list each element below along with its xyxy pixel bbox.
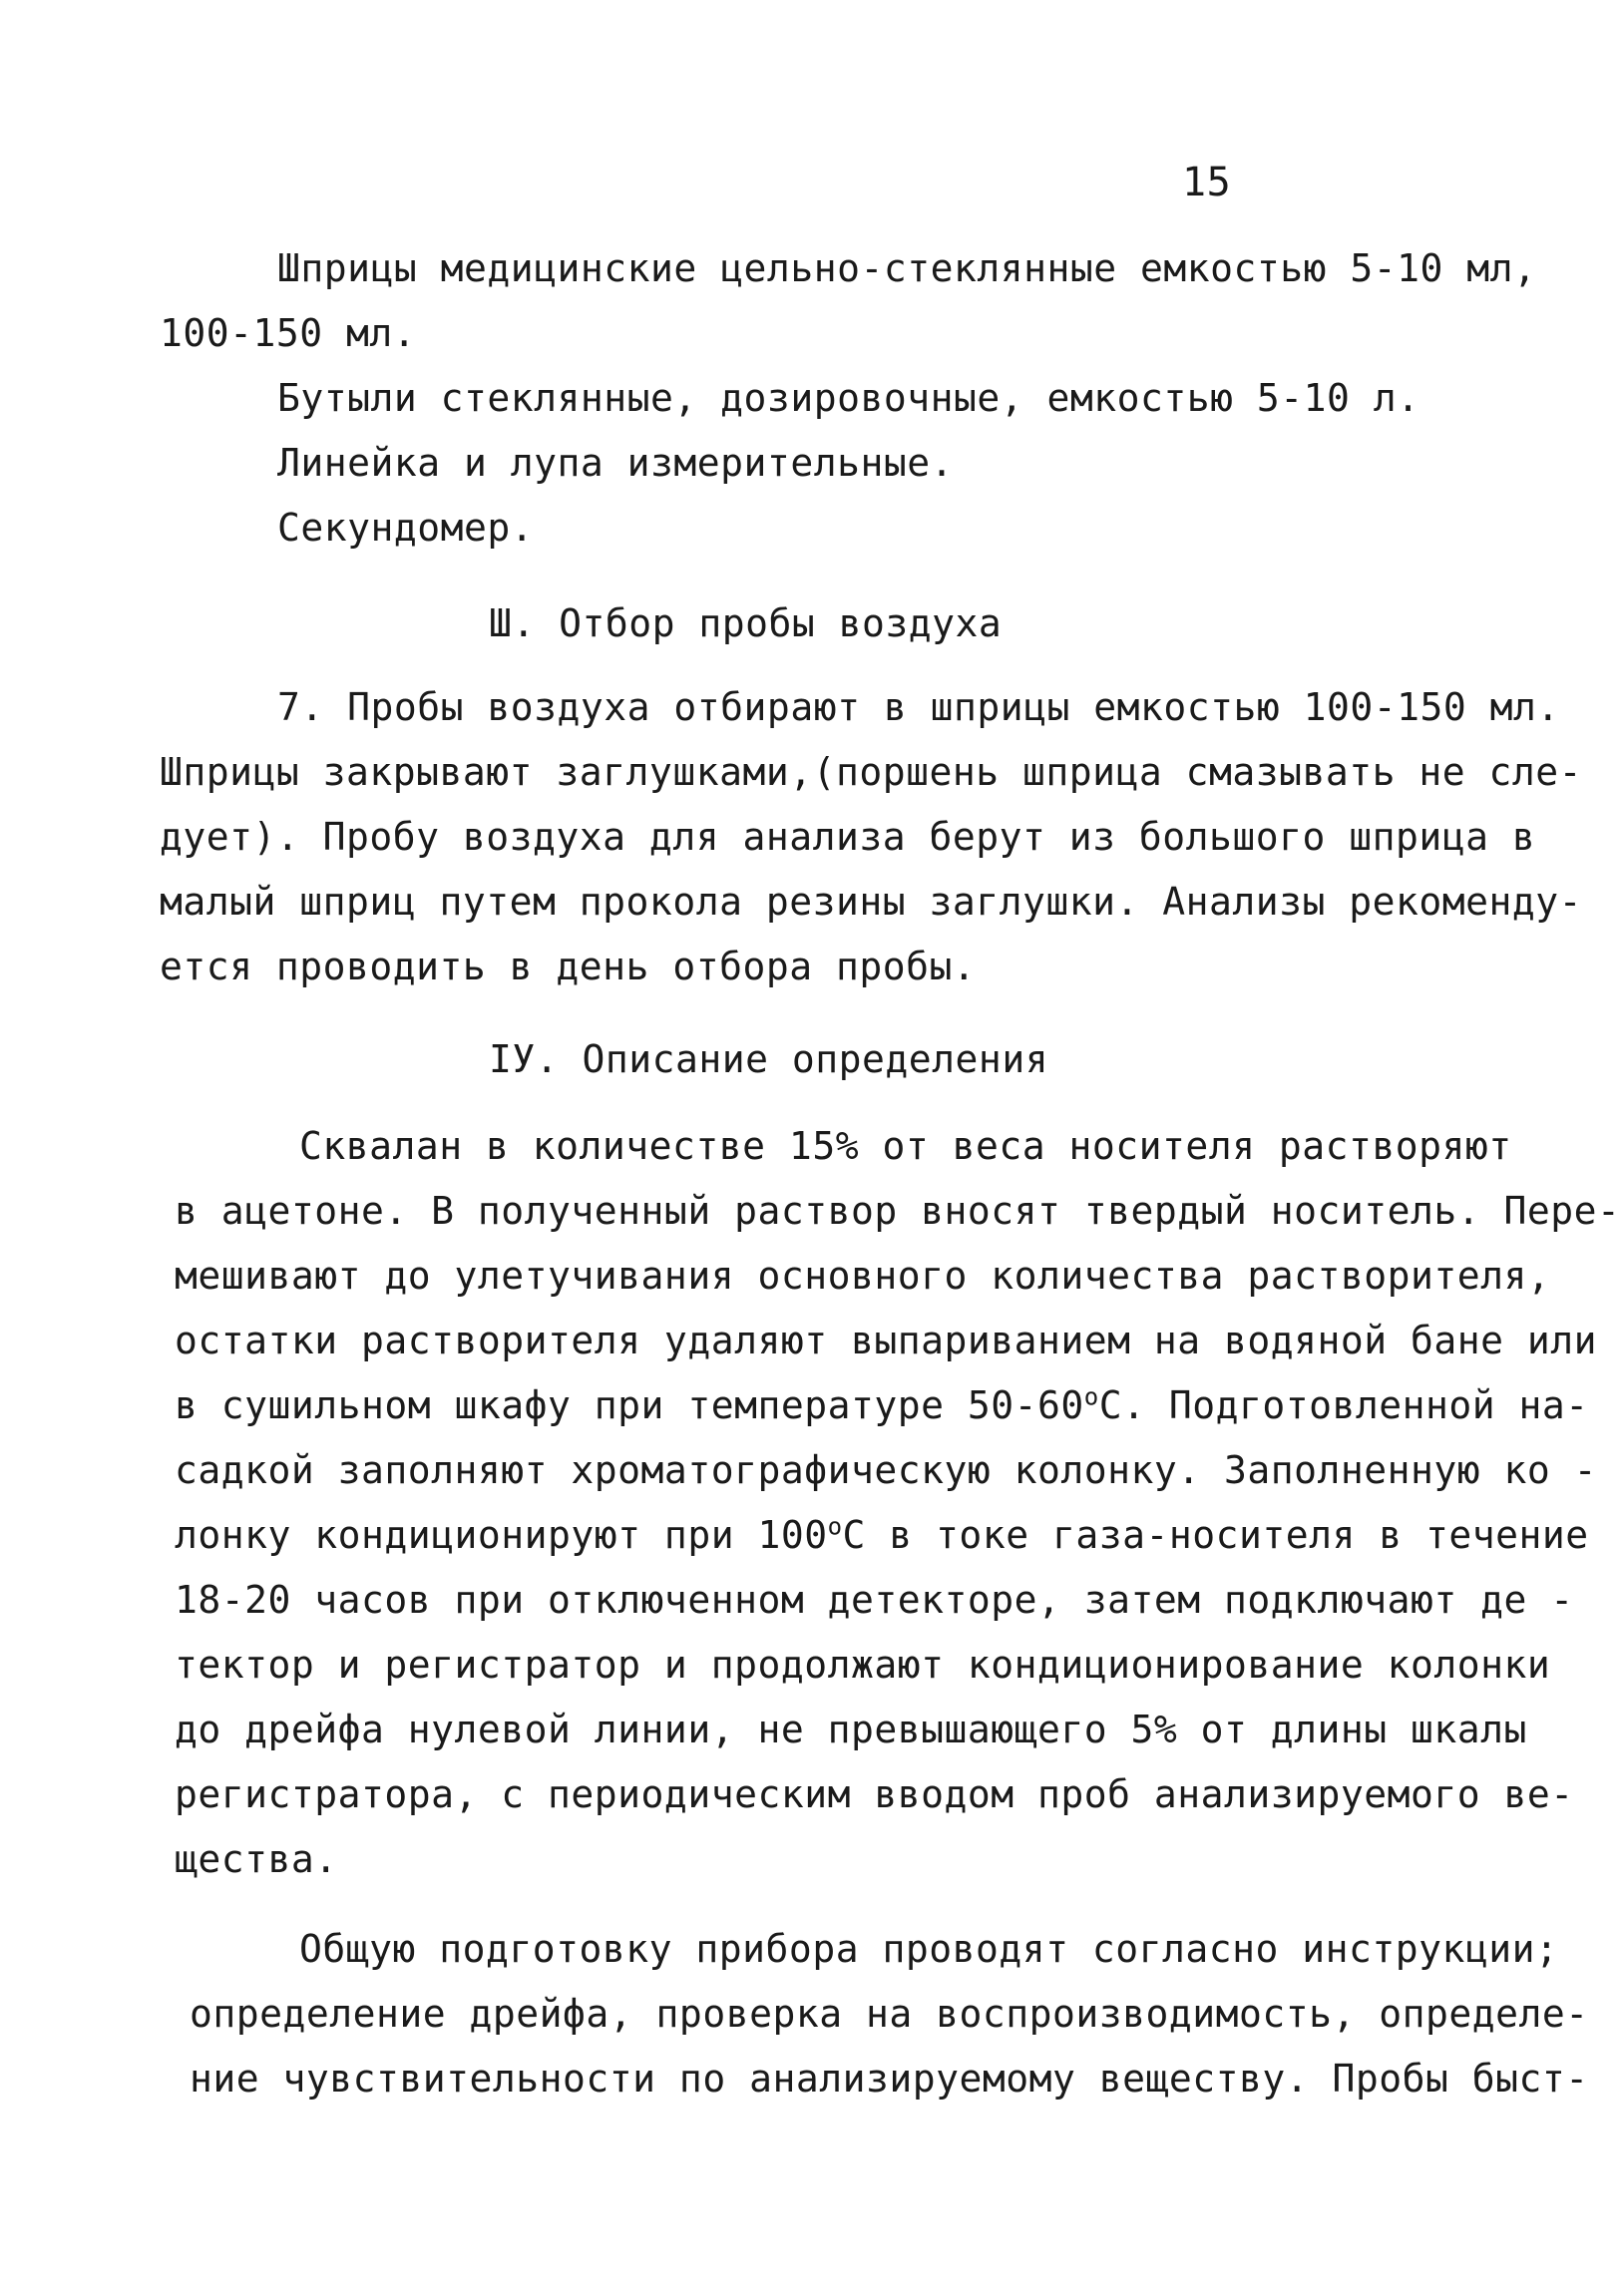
text-segment: в сушильном шкафу при температуре 50-60 (175, 1383, 1084, 1427)
section-4-heading: IУ. Описание определения (489, 1037, 1049, 1081)
equipment-bottles: Бутыли стеклянные, дозировочные, емкостью 5-10 л. (277, 376, 1420, 420)
section-4-line: тектор и регистратор и продолжают кондиционирование колонки (175, 1643, 1551, 1687)
section-4-line: Сквалан в количестве 15% от веса носителя растворяют (299, 1124, 1512, 1168)
section-4-line-with-degree (175, 1382, 1589, 1427)
text-segment: С в токе газа-носителя в течение (842, 1513, 1589, 1557)
section-4-line: мешивают до улетучивания основного количества растворителя, (175, 1254, 1551, 1298)
degree-symbol: о (1083, 1382, 1099, 1411)
section-3-line: малый шприц путем прокола резины заглушки. Анализы рекоменду- (160, 880, 1583, 924)
text-segment: лонку кондиционируют при 100 (175, 1513, 828, 1557)
section-4-line: регистратора, с периодическим вводом проб анализируемого ве- (175, 1772, 1574, 1816)
equipment-ruler: Линейка и лупа измерительные. (277, 441, 954, 485)
section-4-line: остатки растворителя удаляют выпариванием на водяной бане или (175, 1319, 1598, 1362)
section-4-line: определение дрейфа, проверка на воспроизводимость, определе- (190, 1992, 1589, 2036)
equipment-syringes-line: Шприцы медицинские цельно-стеклянные емкостью 5-10 мл, (277, 246, 1537, 290)
degree-symbol: о (827, 1512, 843, 1541)
section-3-heading: Ш. Отбор пробы воздуха (489, 601, 1003, 645)
section-4-line-with-degree (175, 1512, 1589, 1557)
section-4-line: в ацетоне. В полученный раствор вносят твердый носитель. Пере- (175, 1189, 1620, 1233)
equipment-syringes-volume: 100-150 мл. (160, 311, 417, 355)
section-4-line: до дрейфа нулевой линии, не превышающего 5% от длины шкалы (175, 1708, 1527, 1751)
section-4-line: Общую подготовку прибора проводят согласно инструкции; (299, 1927, 1559, 1971)
section-3-line: 7. Пробы воздуха отбирают в шприцы емкостью 100-150 мл. (277, 685, 1560, 729)
text-segment: С. Подготовленной на- (1098, 1383, 1589, 1427)
section-3-line: дует). Пробу воздуха для анализа берут из большого шприца в (160, 815, 1536, 859)
section-3-line: Шприцы закрывают заглушками,(поршень шприца смазывать не сле- (160, 750, 1583, 794)
equipment-stopwatch: Секундомер. (277, 506, 535, 550)
section-4-line: щества. (175, 1837, 338, 1881)
section-4-line: ние чувствительности по анализируемому веществу. Пробы быст- (190, 2057, 1589, 2101)
page-number: 15 (1182, 160, 1232, 205)
section-3-line: ется проводить в день отбора пробы. (160, 945, 977, 988)
section-4-line: 18-20 часов при отключенном детекторе, затем подключают де - (175, 1578, 1574, 1622)
section-4-line: садкой заполняют хроматографическую колонку. Заполненную ко - (175, 1448, 1598, 1492)
